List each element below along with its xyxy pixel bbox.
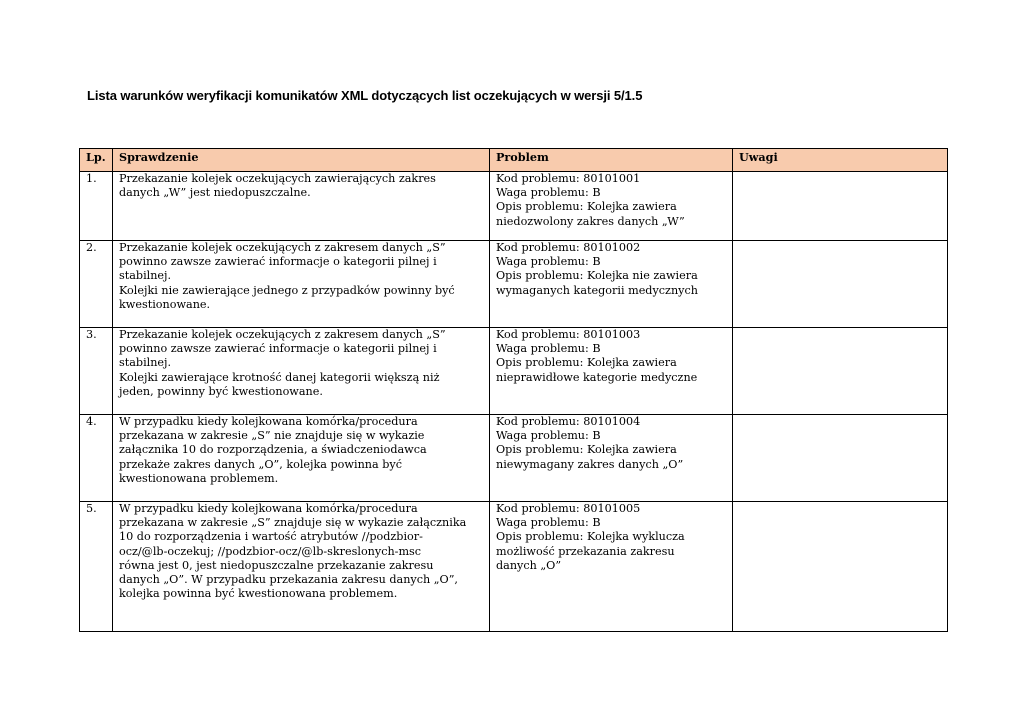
row-number: 4. bbox=[80, 415, 113, 502]
notes-cell bbox=[733, 415, 948, 502]
verification-table bbox=[79, 148, 948, 632]
problem-cell bbox=[490, 502, 733, 632]
check-line: Przekazanie kolejek oczekujących z zakresem danych „S” bbox=[119, 328, 446, 341]
column-header-lp: Lp. bbox=[80, 149, 113, 172]
problem-line: Waga problemu: B bbox=[496, 516, 601, 530]
problem-line: Kod problemu: 80101005 bbox=[496, 502, 641, 515]
table-header-row bbox=[80, 149, 948, 172]
check-line: stabilnej. bbox=[119, 269, 172, 283]
check-line: jeden, powinny być kwestionowane. bbox=[119, 384, 323, 398]
check-cell bbox=[113, 328, 490, 415]
check-cell bbox=[113, 502, 490, 632]
check-line: danych „O”. W przypadku przekazania zakresu danych „O”, bbox=[119, 573, 458, 587]
notes-cell bbox=[733, 328, 948, 415]
notes-cell bbox=[733, 241, 948, 328]
check-line: równa jest 0, jest niedopuszczalne przekazanie zakresu bbox=[119, 558, 434, 572]
row-number: 1. bbox=[80, 172, 113, 241]
check-line: 10 do rozporządzenia i wartość atrybutów //podzbior- bbox=[119, 530, 423, 544]
column-header-check: Sprawdzenie bbox=[113, 149, 490, 172]
problem-line: Kod problemu: 80101001 bbox=[496, 172, 641, 185]
check-line: przekaże zakres danych „O”, kolejka powinna być bbox=[119, 457, 402, 471]
problem-cell bbox=[490, 172, 733, 241]
check-line: ocz/@lb-oczekuj; //podzbior-ocz/@lb-skreslonych-msc bbox=[119, 544, 422, 558]
check-line: powinno zawsze zawierać informacje o kategorii pilnej i bbox=[119, 342, 437, 356]
check-line: przekazana w zakresie „S” nie znajduje się w wykazie bbox=[119, 429, 425, 443]
check-line: przekazana w zakresie „S” znajduje się w wykazie załącznika bbox=[119, 516, 467, 530]
problem-line: wymaganych kategorii medycznych bbox=[496, 283, 698, 297]
table-row bbox=[80, 241, 948, 328]
problem-line: Opis problemu: Kolejka zawiera bbox=[496, 200, 677, 214]
problem-line: Kod problemu: 80101003 bbox=[496, 328, 641, 341]
check-line: W przypadku kiedy kolejkowana komórka/procedura bbox=[119, 415, 418, 428]
problem-line: Waga problemu: B bbox=[496, 429, 601, 443]
check-line: powinno zawsze zawierać informacje o kategorii pilnej i bbox=[119, 255, 437, 269]
check-line: Przekazanie kolejek oczekujących z zakresem danych „S” bbox=[119, 241, 446, 254]
problem-cell bbox=[490, 241, 733, 328]
check-line: kwestionowana problemem. bbox=[119, 471, 279, 485]
problem-line: Waga problemu: B bbox=[496, 342, 601, 356]
column-header-notes: Uwagi bbox=[733, 149, 948, 172]
check-line: W przypadku kiedy kolejkowana komórka/procedura bbox=[119, 502, 418, 515]
problem-line: danych „O” bbox=[496, 558, 562, 572]
check-cell bbox=[113, 415, 490, 502]
problem-line: nieprawidłowe kategorie medyczne bbox=[496, 370, 698, 384]
problem-line: Opis problemu: Kolejka nie zawiera bbox=[496, 269, 698, 283]
problem-line: Kod problemu: 80101004 bbox=[496, 415, 641, 428]
check-cell bbox=[113, 241, 490, 328]
problem-line: Kod problemu: 80101002 bbox=[496, 241, 641, 254]
problem-line: Opis problemu: Kolejka zawiera bbox=[496, 443, 677, 457]
problem-cell bbox=[490, 415, 733, 502]
check-line: kolejka powinna być kwestionowana problemem. bbox=[119, 587, 398, 601]
row-number: 5. bbox=[80, 502, 113, 632]
problem-line: możliwość przekazania zakresu bbox=[496, 544, 675, 558]
check-line: Przekazanie kolejek oczekujących zawierających zakres bbox=[119, 172, 436, 185]
table-row bbox=[80, 415, 948, 502]
row-number: 3. bbox=[80, 328, 113, 415]
problem-cell bbox=[490, 328, 733, 415]
check-line: danych „W” jest niedopuszczalne. bbox=[119, 186, 311, 200]
problem-line: Opis problemu: Kolejka zawiera bbox=[496, 356, 677, 370]
check-line: Kolejki zawierające krotność danej kategorii większą niż bbox=[119, 370, 440, 384]
notes-cell bbox=[733, 172, 948, 241]
column-header-problem: Problem bbox=[490, 149, 733, 172]
row-number: 2. bbox=[80, 241, 113, 328]
table-row bbox=[80, 328, 948, 415]
check-line: załącznika 10 do rozporządzenia, a świadczeniodawca bbox=[119, 443, 427, 457]
problem-line: Waga problemu: B bbox=[496, 255, 601, 269]
document-title: Lista warunków weryfikacji komunikatów XML dotyczących list oczekujących w wersji 5/1.5 bbox=[87, 88, 643, 103]
problem-line: Opis problemu: Kolejka wyklucza bbox=[496, 530, 685, 544]
problem-line: niewymagany zakres danych „O” bbox=[496, 457, 684, 471]
table-row bbox=[80, 502, 948, 632]
notes-cell bbox=[733, 502, 948, 632]
check-line: Kolejki nie zawierające jednego z przypadków powinny być bbox=[119, 283, 455, 297]
problem-line: Waga problemu: B bbox=[496, 186, 601, 200]
check-line: kwestionowane. bbox=[119, 297, 211, 311]
problem-line: niedozwolony zakres danych „W” bbox=[496, 214, 685, 228]
check-cell bbox=[113, 172, 490, 241]
table-row bbox=[80, 172, 948, 241]
check-line: stabilnej. bbox=[119, 356, 172, 370]
